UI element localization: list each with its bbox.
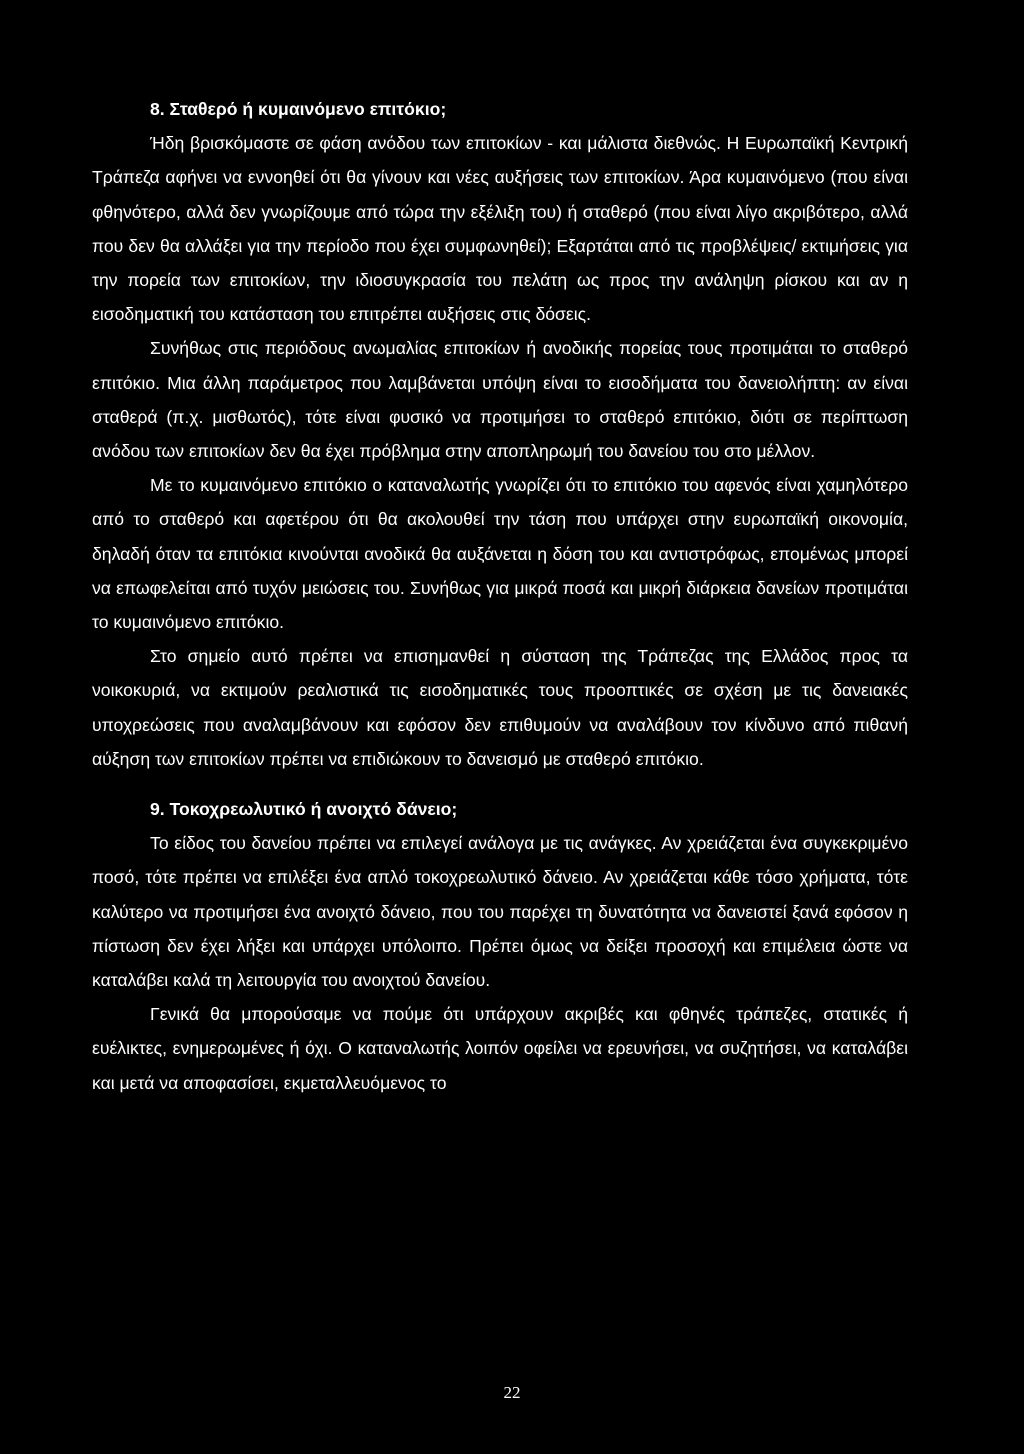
- section-8-paragraph-1: Ήδη βρισκόμαστε σε φάση ανόδου των επιτοκίων - και μάλιστα διεθνώς. Η Ευρωπαϊκή Κεντρική Τράπεζα αφήνει να εννοηθεί ότι θα γίνουν και νέες αυξήσεις των επιτοκίων. Άρα κυμαινόμενο (που είναι φθηνότερο, αλλά δεν γνωρίζουμε από τώρα την εξέλιξη του) ή σταθερό (που είναι λίγο ακριβότερο, αλλά που δεν θα αλλάξει για την περίοδο που έχει συμφωνηθεί); Εξαρτάται από τις προβλέψεις/ εκτιμήσεις για την πορεία των επιτοκίων, την ιδιοσυγκρασία του πελάτη ως προς την ανάληψη ρίσκου και αν η εισοδηματική του κατάσταση του επιτρέπει αυξήσεις στις δόσεις.: [92, 133, 908, 325]
- page-number: 22: [503, 1383, 521, 1402]
- section-9-heading: 9. Τοκοχρεωλυτικό ή ανοιχτό δάνειο;: [150, 799, 458, 820]
- section-8-heading: 8. Σταθερό ή κυμαινόμενο επιτόκιο;: [150, 99, 447, 119]
- section-8-paragraph-2: Συνήθως στις περιόδους ανωμαλίας επιτοκίων ή ανοδικής πορείας τους προτιμάται το σταθερό επιτόκιο. Μια άλλη παράμετρος που λαμβάνεται υπόψη είναι το εισοδήματα του δανειολήπτη: αν είναι σταθερά (π.χ. μισθωτός), τότε είναι φυσικό να προτιμήσει το σταθερό επιτόκιο, διότι σε περίπτωση ανόδου των επιτοκίων δεν θα έχει πρόβλημα στην αποπληρωμή του δανείου του στο μέλλον.: [92, 338, 908, 462]
- page-content: [92, 92, 908, 1100]
- section-8-paragraph-4: Στο σημείο αυτό πρέπει να επισημανθεί η σύσταση της Τράπεζας της Ελλάδος προς τα νοικοκυριά, να εκτιμούν ρεαλιστικά τις εισοδηματικές τους προοπτικές σε σχέση με τις δανειακές υποχρεώσεις που αναλαμβάνουν και εφόσον δεν επιθυμούν να αναλάβουν τον κίνδυνο από πιθανή αύξηση των επιτοκίων πρέπει να επιδιώκουν το δανεισμό με σταθερό επιτόκιο.: [92, 646, 908, 769]
- section-9-paragraph-1: Το είδος του δανείου πρέπει να επιλεγεί ανάλογα με τις ανάγκες. Αν χρειάζεται ένα συγκεκριμένο ποσό, τότε πρέπει να επιλέξει ένα απλό τοκοχρεωλυτικό δάνειο. Αν χρειάζεται κάθε τόσο χρήματα, τότε καλύτερο να προτιμήσει ένα ανοιχτό δάνειο, που του παρέχει τη δυνατότητα να δανειστεί ξανά εφόσον η πίστωση δεν έχει λήξει και υπάρχει υπόλοιπο. Πρέπει όμως να δείξει προσοχή και επιμέλεια ώστε να καταλάβει καλά τη λειτουργία του ανοιχτού δανείου.: [92, 833, 908, 991]
- section-9-paragraph-2: Γενικά θα μπορούσαμε να πούμε ότι υπάρχουν ακριβές και φθηνές τράπεζες, στατικές ή ευέλικτες, ενημερωμένες ή όχι. Ο καταναλωτής λοιπόν οφείλει να ερευνήσει, να συζητήσει, να καταλάβει και μετά να αποφασίσει, εκμεταλλευόμενος το: [92, 1004, 908, 1093]
- section-8-paragraph-3: Με το κυμαινόμενο επιτόκιο ο καταναλωτής γνωρίζει ότι το επιτόκιο του αφενός είναι χαμηλότερο από το σταθερό και αφετέρου ότι θα ακολουθεί την τάση που υπάρχει στην ευρωπαϊκή οικονομία, δηλαδή όταν τα επιτόκια κινούνται ανοδικά θα αυξάνεται η δόση του και αντιστρόφως, επομένως μπορεί να επωφελείται από τυχόν μειώσεις του. Συνήθως για μικρά ποσά και μικρή διάρκεια δανείων προτιμάται το κυμαινόμενο επιτόκιο.: [92, 475, 908, 633]
- section-spacer: [92, 776, 908, 792]
